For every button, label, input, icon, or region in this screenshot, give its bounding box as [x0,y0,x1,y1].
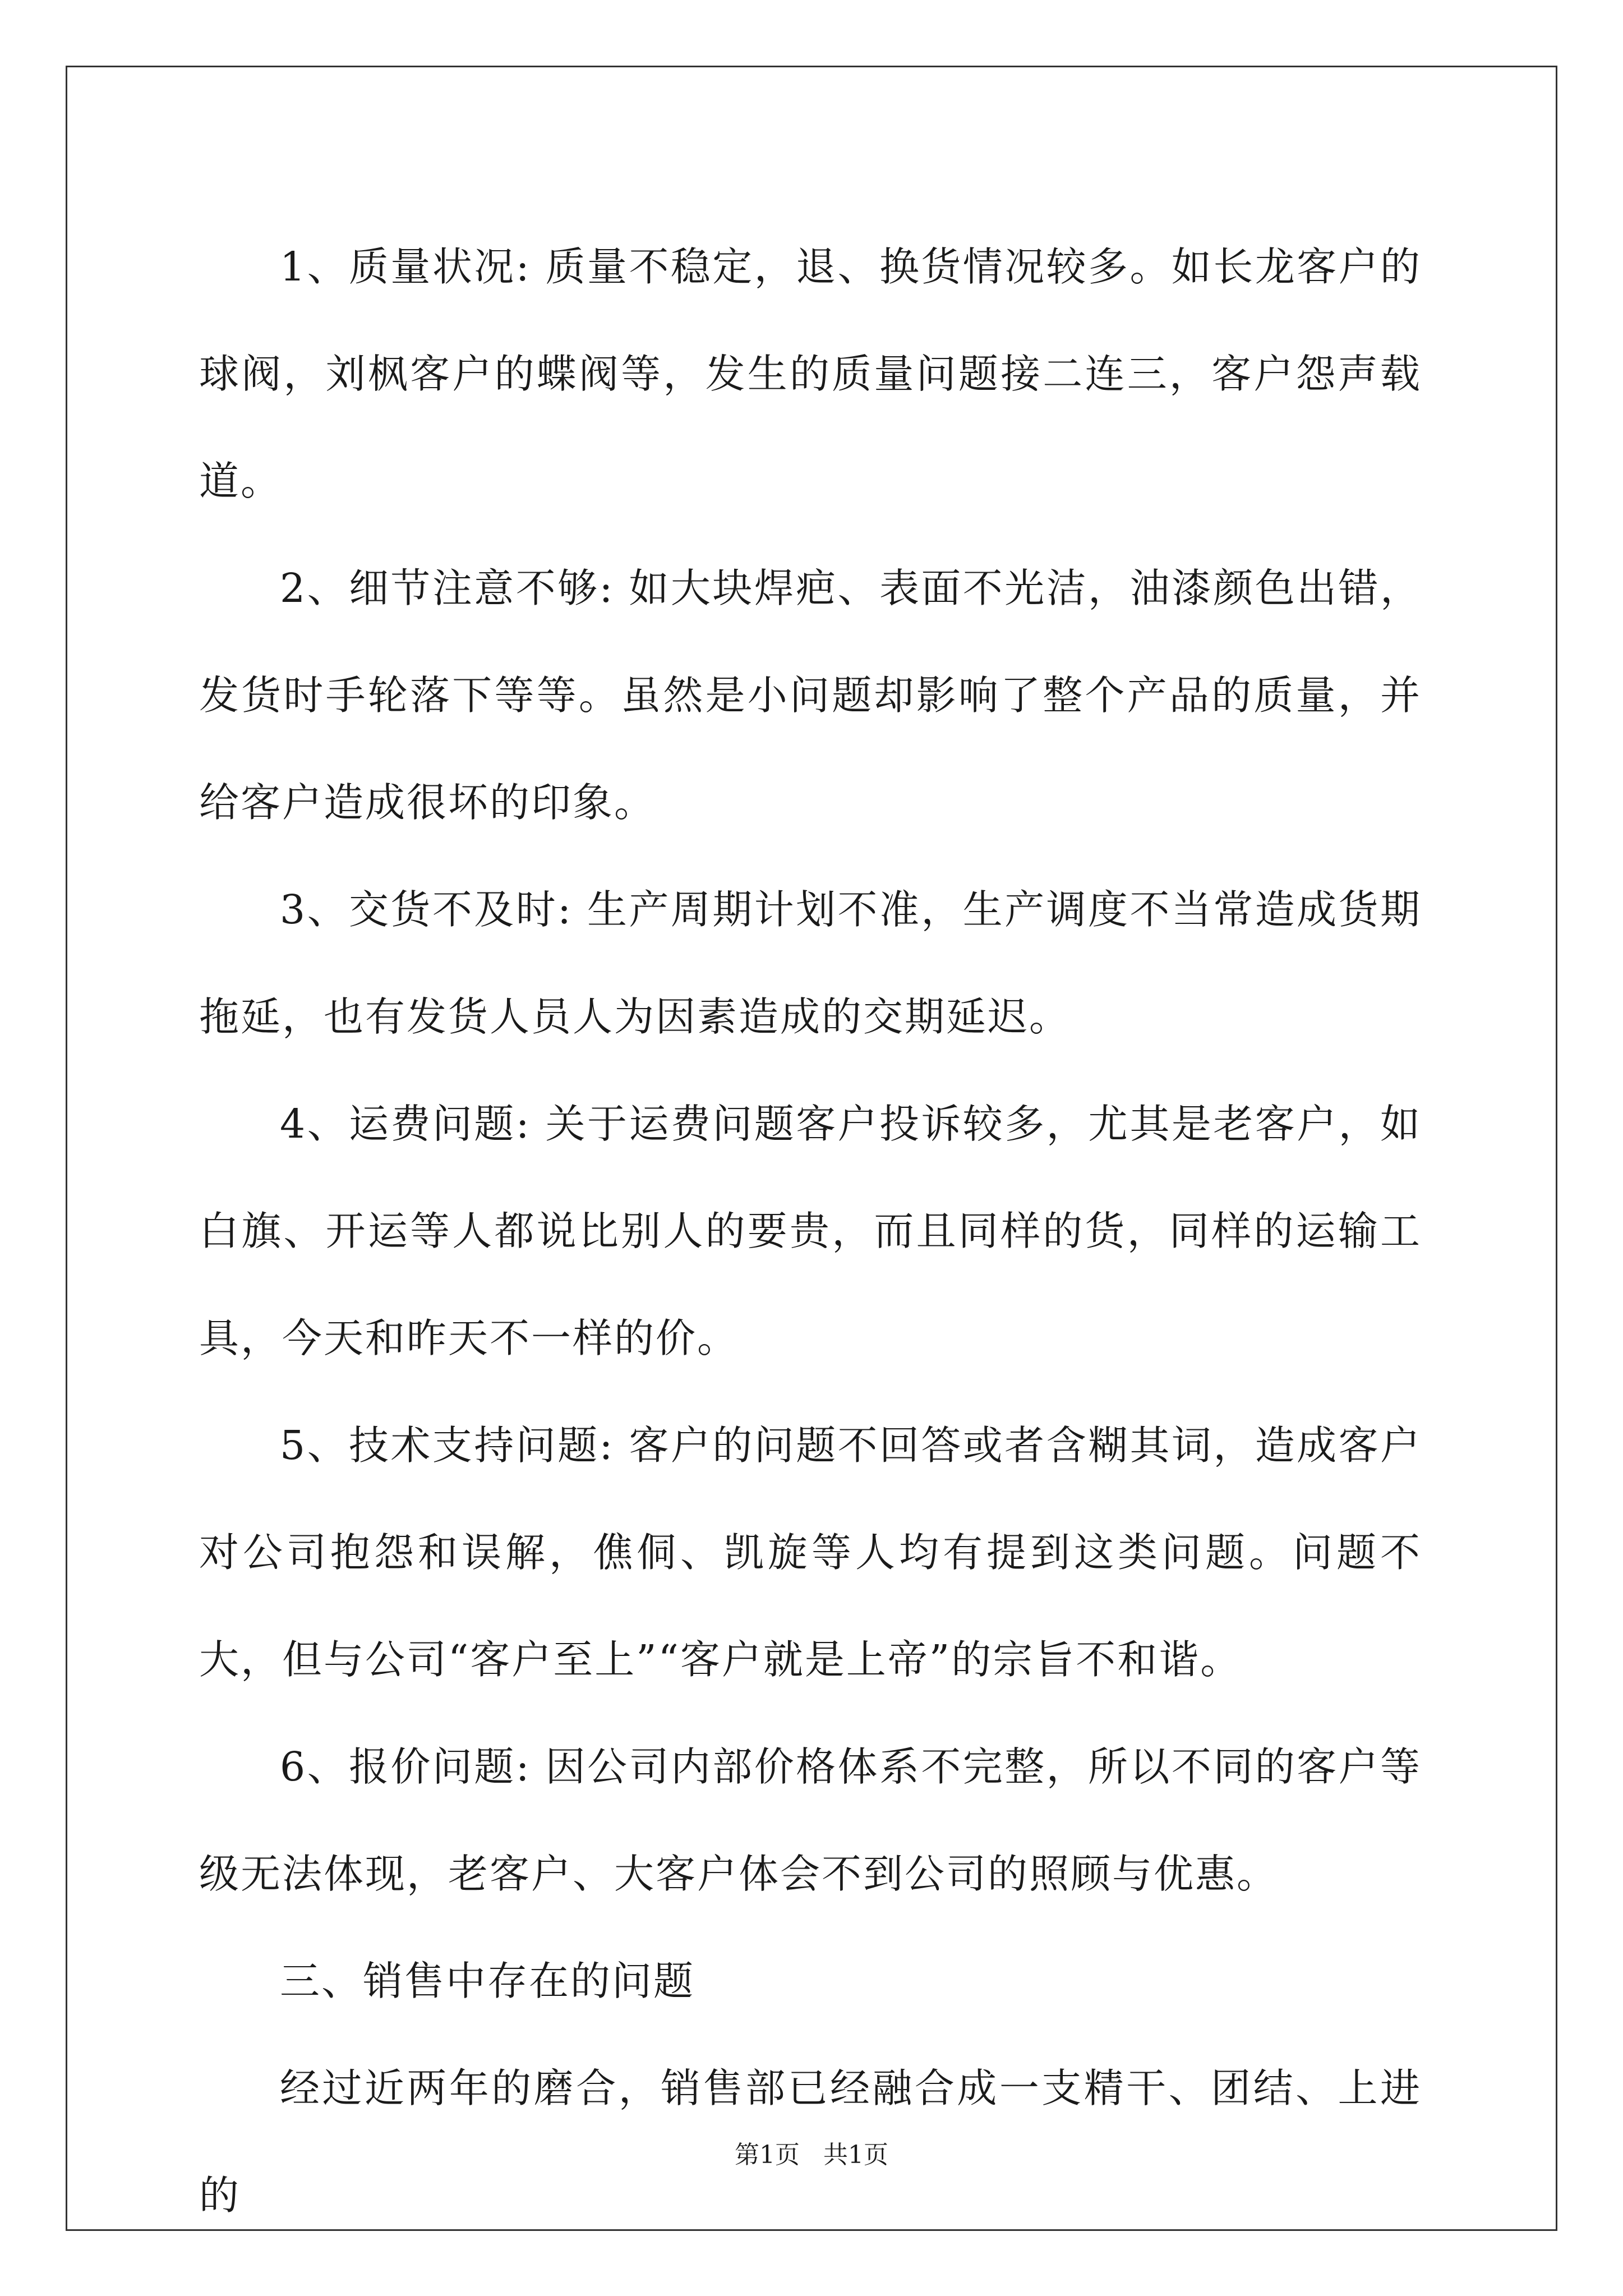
document-body [199,213,1422,2249]
paragraph-details: 2、细节注意不够: 如大块焊疤、表面不光洁，油漆颜色出错，发货时手轮落下等等。虽然是小问题却影响了整个产品的质量，并给客户造成很坏的印象。 [199,565,1422,826]
section-heading: 三、销售中存在的问题 [280,1958,695,2004]
paragraph-sales-team: 经过近两年的磨合，销售部已经融合成一支精干、团结、上进的 [199,2065,1422,2219]
page-footer: 第1页 共1页 [735,2141,888,2169]
paragraph-delivery: 3、交货不及时: 生产周期计划不准，生产调度不当常造成货期拖延，也有发货人员人为因素造成的交期延迟。 [199,886,1422,1040]
paragraph-quotation: 6、报价问题: 因公司内部价格体系不完整，所以不同的客户等级无法体现，老客户、大客户体会不到公司的照顾与优惠。 [199,1743,1422,1897]
paragraph-quality: 1、质量状况: 质量不稳定，退、换货情况较多。如长龙客户的球阀，刘枫客户的蝶阀等，发生的质量问题接二连三，客户怨声载道。 [199,243,1422,504]
paragraph-tech-support: 5、技术支持问题: 客户的问题不回答或者含糊其词，造成客户对公司抱怨和误解，僬侗、凯旋等人均有提到这类问题。问题不大，但与公司“客户至上”“客户就是上帝”的宗旨不和谐。 [199,1422,1422,1683]
paragraph-freight: 4、运费问题: 关于运费问题客户投诉较多，尤其是老客户，如白旗、开运等人都说比别人的要贵，而且同样的货，同样的运输工具，今天和昨天不一样的价。 [199,1101,1422,1361]
